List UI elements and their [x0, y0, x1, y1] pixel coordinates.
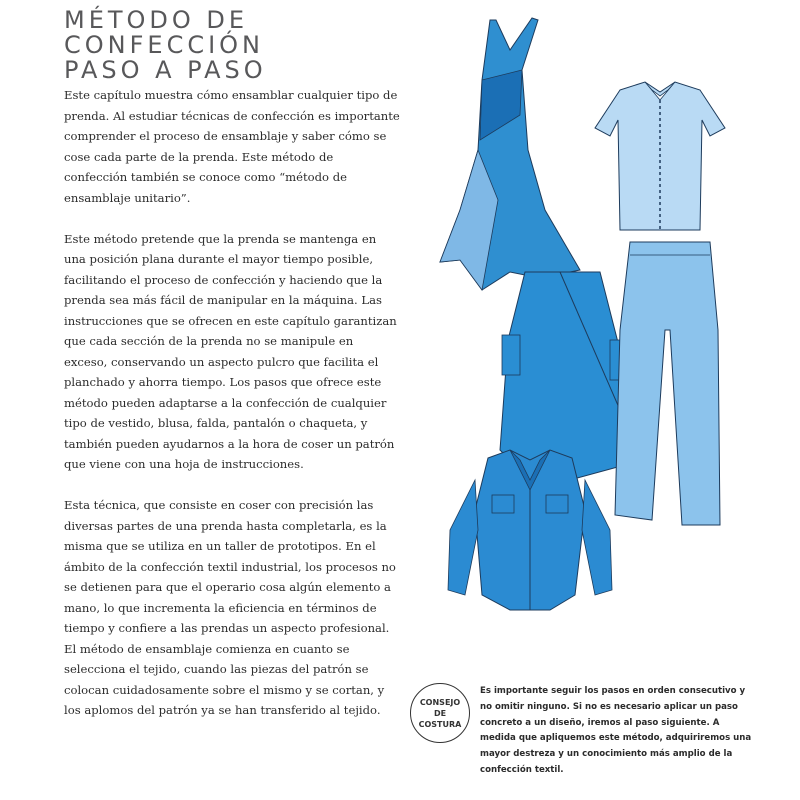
tip-badge-line-2: DE — [433, 708, 447, 718]
tip-badge-line-1: CONSEJO — [419, 697, 461, 707]
garments-illustration — [420, 10, 750, 620]
title-line-1: MÉTODO DE — [64, 6, 249, 34]
paragraph-1: Este capítulo muestra cómo ensamblar cualquier tipo de prenda. Al estudiar técnicas de confección es importante comprender el proceso de ensamblaje y saber cómo se cose cada parte de la prenda. Este método de confección también se conoce como “método de ensamblaje unitario”. — [64, 88, 400, 205]
title-line-2: CONFECCIÓN — [64, 31, 265, 59]
paragraph-2: Este método pretende que la prenda se mantenga en una posición plana durante el mayor tiempo posible, facilitando el proceso de confección y haciendo que la prenda sea más fácil de manipular en la máquina. Las instrucciones que se ofrecen en este capítulo garantizan que cada sección de la prenda no se manipule en exceso, conservando un aspecto pulcro que facilita el planchado y ahorra tiempo. Los pasos que ofrece este método pueden adaptarse a la confección de cualquier tipo de vestido, blusa, falda, pantalón o chaqueta, y también pueden ayudarnos a la hora de coser un patrón que viene con una hoja de instrucciones. — [64, 231, 397, 471]
skirt-icon — [500, 272, 628, 480]
tip-badge — [410, 683, 470, 743]
body-text — [64, 85, 400, 741]
paragraph-3: Esta técnica, que consiste en coser con precisión las diversas partes de una prenda hasta completarla, es la misma que se utiliza en un taller de prototipos. En el ámbito de la confección textil industrial, los procesos no se detienen para que el operario cosa algún elemento a mano, lo que incrementa la eficiencia en términos de tiempo y confiere a las prendas un aspecto profesional. El método de ensamblaje comienza en cuanto se selecciona el tejido, cuando las piezas del patrón se colocan cuidadosamente sobre el mismo y se cortan, y los aplomos del patrón ya se han transferido al tejido. — [64, 498, 396, 717]
title-line-3: PASO A PASO — [64, 56, 267, 84]
tip-badge-line-3: COSTURA — [418, 719, 462, 729]
blouse-icon — [595, 82, 725, 230]
page-title — [64, 8, 394, 83]
pants-icon — [615, 242, 720, 525]
tip-text: Es importante seguir los pasos en orden consecutivo y no omitir ninguno. Si no es necesario aplicar un paso concreto a un diseño, iremos al paso siguiente. A medida que apliquemos este método, adquiriremos una mayor destreza y un conocimiento más amplio de la confección textil. — [480, 686, 752, 775]
dress-icon — [440, 18, 580, 290]
